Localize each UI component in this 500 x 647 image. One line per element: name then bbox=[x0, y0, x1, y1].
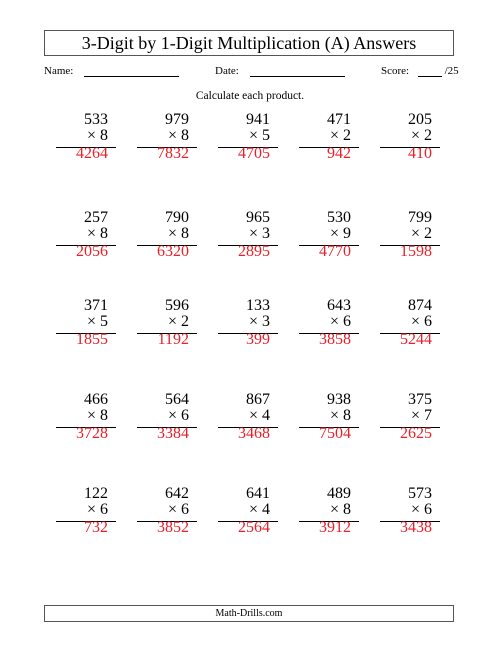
problem bbox=[218, 485, 278, 535]
problem bbox=[137, 297, 197, 347]
problem bbox=[56, 209, 116, 259]
multiplier: × 2 bbox=[329, 127, 351, 144]
answer: 3852 bbox=[157, 519, 189, 536]
problem bbox=[299, 297, 359, 347]
problem bbox=[380, 111, 440, 161]
answer: 7504 bbox=[319, 425, 351, 442]
multiplicand: 564 bbox=[165, 391, 189, 408]
multiplicand: 257 bbox=[84, 209, 108, 226]
multiplier: × 6 bbox=[86, 501, 108, 518]
multiplicand: 573 bbox=[408, 485, 432, 502]
multiplier: × 2 bbox=[410, 225, 432, 242]
problem bbox=[137, 485, 197, 535]
answer: 1855 bbox=[76, 331, 108, 348]
multiplier: × 3 bbox=[248, 313, 270, 330]
multiplicand: 642 bbox=[165, 485, 189, 502]
footer bbox=[44, 605, 454, 622]
multiplicand: 965 bbox=[246, 209, 270, 226]
answer: 1192 bbox=[157, 331, 189, 348]
multiplier: × 5 bbox=[248, 127, 270, 144]
answer: 3438 bbox=[400, 519, 432, 536]
problem bbox=[56, 485, 116, 535]
multiplicand: 489 bbox=[327, 485, 351, 502]
answer: 3912 bbox=[319, 519, 351, 536]
multiplicand: 530 bbox=[327, 209, 351, 226]
date-line[interactable] bbox=[250, 66, 345, 77]
multiplicand: 941 bbox=[246, 111, 270, 128]
instructions: Calculate each product. bbox=[195, 90, 305, 102]
multiplier: × 2 bbox=[410, 127, 432, 144]
problem bbox=[380, 391, 440, 441]
multiplier: × 6 bbox=[167, 501, 189, 518]
multiplicand: 799 bbox=[408, 209, 432, 226]
multiplicand: 375 bbox=[408, 391, 432, 408]
answer: 3728 bbox=[76, 425, 108, 442]
answer: 5244 bbox=[400, 331, 432, 348]
multiplier: × 8 bbox=[86, 127, 108, 144]
multiplier: × 9 bbox=[329, 225, 351, 242]
answer: 3858 bbox=[319, 331, 351, 348]
multiplier: × 8 bbox=[329, 501, 351, 518]
multiplicand: 122 bbox=[84, 485, 108, 502]
multiplier: × 4 bbox=[248, 407, 270, 424]
score-label: Score: bbox=[381, 65, 410, 77]
multiplier: × 2 bbox=[167, 313, 189, 330]
answer: 4770 bbox=[319, 243, 351, 260]
answer: 4705 bbox=[238, 145, 270, 162]
answer: 2625 bbox=[400, 425, 432, 442]
multiplier: × 3 bbox=[248, 225, 270, 242]
multiplier: × 8 bbox=[86, 225, 108, 242]
multiplicand: 596 bbox=[165, 297, 189, 314]
problem bbox=[137, 111, 197, 161]
answer: 4264 bbox=[76, 145, 108, 162]
problem bbox=[299, 111, 359, 161]
answer: 410 bbox=[408, 145, 432, 162]
multiplicand: 371 bbox=[84, 297, 108, 314]
problem bbox=[299, 391, 359, 441]
name-line[interactable] bbox=[84, 66, 179, 77]
answer: 399 bbox=[246, 331, 270, 348]
multiplicand: 466 bbox=[84, 391, 108, 408]
date-field[interactable] bbox=[215, 65, 345, 77]
name-label: Name: bbox=[44, 65, 74, 77]
multiplier: × 4 bbox=[248, 501, 270, 518]
score-field[interactable] bbox=[381, 65, 459, 77]
answer: 3384 bbox=[157, 425, 189, 442]
name-field[interactable] bbox=[44, 65, 179, 77]
problem bbox=[56, 297, 116, 347]
multiplier: × 8 bbox=[86, 407, 108, 424]
date-label: Date: bbox=[215, 65, 239, 77]
multiplicand: 643 bbox=[327, 297, 351, 314]
multiplicand: 938 bbox=[327, 391, 351, 408]
multiplier: × 7 bbox=[410, 407, 432, 424]
multiplicand: 867 bbox=[246, 391, 270, 408]
title-box bbox=[44, 30, 454, 56]
answer: 3468 bbox=[238, 425, 270, 442]
multiplier: × 6 bbox=[410, 313, 432, 330]
problem bbox=[218, 209, 278, 259]
problem bbox=[218, 111, 278, 161]
multiplier: × 8 bbox=[167, 225, 189, 242]
problem bbox=[137, 391, 197, 441]
answer: 1598 bbox=[400, 243, 432, 260]
problem bbox=[218, 297, 278, 347]
problem bbox=[299, 485, 359, 535]
multiplicand: 133 bbox=[246, 297, 270, 314]
answer: 732 bbox=[84, 519, 108, 536]
multiplicand: 471 bbox=[327, 111, 351, 128]
multiplicand: 641 bbox=[246, 485, 270, 502]
multiplier: × 8 bbox=[329, 407, 351, 424]
multiplier: × 5 bbox=[86, 313, 108, 330]
problem bbox=[380, 485, 440, 535]
answer: 2056 bbox=[76, 243, 108, 260]
multiplier: × 6 bbox=[410, 501, 432, 518]
score-line[interactable] bbox=[418, 66, 442, 77]
multiplier: × 6 bbox=[329, 313, 351, 330]
answer: 942 bbox=[327, 145, 351, 162]
multiplicand: 979 bbox=[165, 111, 189, 128]
problem bbox=[137, 209, 197, 259]
multiplier: × 8 bbox=[167, 127, 189, 144]
footer-label: Math-Drills.com bbox=[215, 608, 283, 619]
multiplicand: 205 bbox=[408, 111, 432, 128]
multiplicand: 874 bbox=[408, 297, 432, 314]
answer: 7832 bbox=[157, 145, 189, 162]
problem bbox=[56, 391, 116, 441]
problem bbox=[56, 111, 116, 161]
problem bbox=[299, 209, 359, 259]
problem bbox=[380, 297, 440, 347]
answer: 2895 bbox=[238, 243, 270, 260]
multiplicand: 533 bbox=[84, 111, 108, 128]
multiplier: × 6 bbox=[167, 407, 189, 424]
page-title: 3-Digit by 1-Digit Multiplication (A) Answers bbox=[81, 33, 417, 53]
score-total: /25 bbox=[444, 65, 459, 77]
answer: 6320 bbox=[157, 243, 189, 260]
problem bbox=[218, 391, 278, 441]
multiplicand: 790 bbox=[165, 209, 189, 226]
answer: 2564 bbox=[238, 519, 270, 536]
problem bbox=[380, 209, 440, 259]
